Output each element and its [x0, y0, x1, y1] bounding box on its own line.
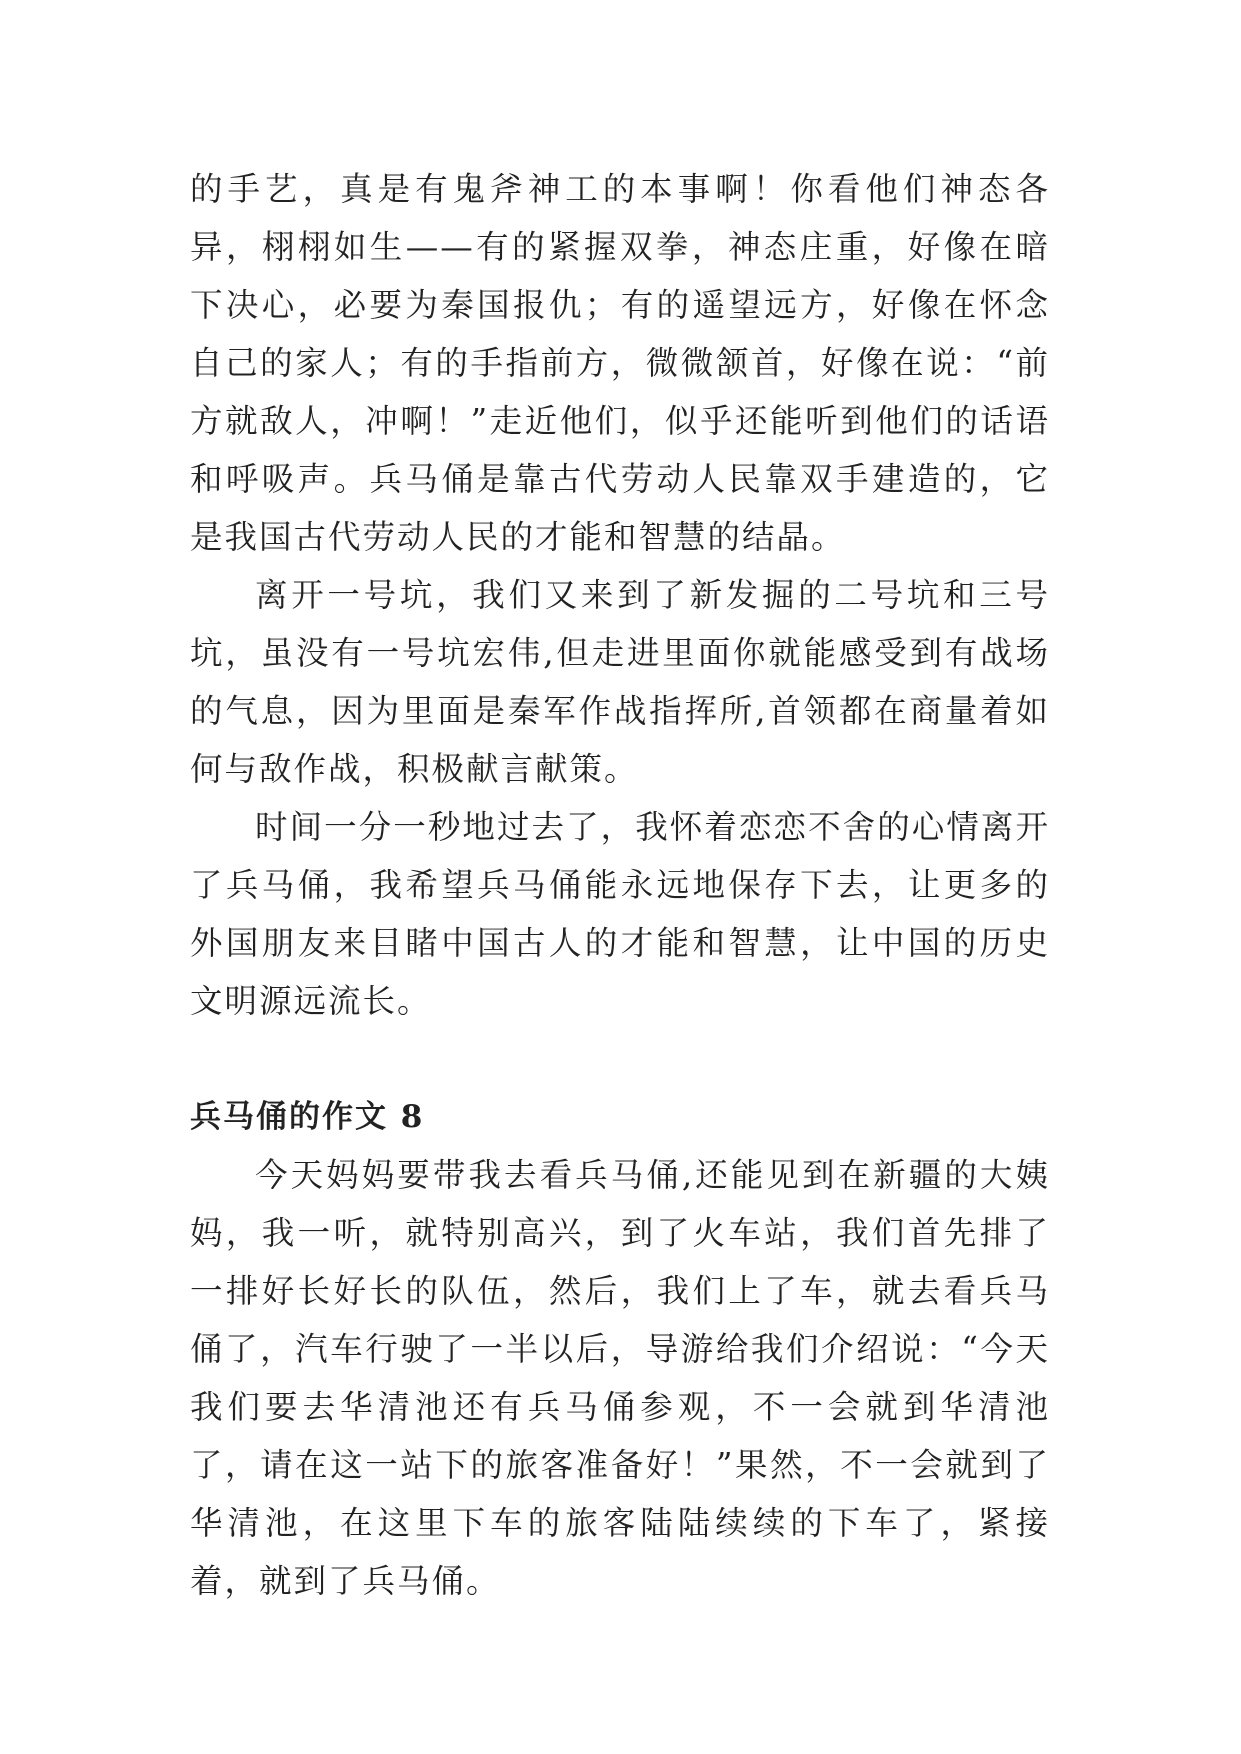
paragraph-trip-start: 今天妈妈要带我去看兵马俑,还能见到在新疆的大姨妈，我一听，就特别高兴，到了火车站，我们首先排了一排好长好长的队伍，然后，我们上了车，就去看兵马俑了，汽车行驶了一半以后，导游给我们介绍说：“今天我们要去华清池还有兵马俑参观，不一会就到华清池了，请在这一站下的旅客准备好！”果然，不一会就到了华清池，在这里下车的旅客陆陆续续的下车了，紧接着，就到了兵马俑。 — [190, 1156, 1050, 1600]
paragraph-continued: 的手艺，真是有鬼斧神工的本事啊！你看他们神态各异，栩栩如生——有的紧握双拳，神态庄重，好像在暗下决心，必要为秦国报仇；有的遥望远方，好像在怀念自己的家人；有的手指前方，微微颔首，好像在说：“前方就敌人，冲啊！”走近他们，似乎还能听到他们的话语和呼吸声。兵马俑是靠古代劳动人民靠双手建造的，它是我国古代劳动人民的才能和智慧的结晶。 — [190, 170, 1050, 556]
paragraph-pits-two-three: 离开一号坑，我们又来到了新发掘的二号坑和三号坑，虽没有一号坑宏伟,但走进里面你就能感受到有战场的气息，因为里面是秦军作战指挥所,首领都在商量着如何与敌作战，积极献言献策。 — [190, 576, 1050, 788]
paragraph-farewell: 时间一分一秒地过去了，我怀着恋恋不舍的心情离开了兵马俑，我希望兵马俑能永远地保存下去，让更多的外国朋友来目睹中国古人的才能和智慧，让中国的历史文明源远流长。 — [190, 808, 1050, 1020]
document-body — [190, 160, 1050, 1610]
section-heading: 兵马俑的作文 8 — [190, 1099, 425, 1135]
